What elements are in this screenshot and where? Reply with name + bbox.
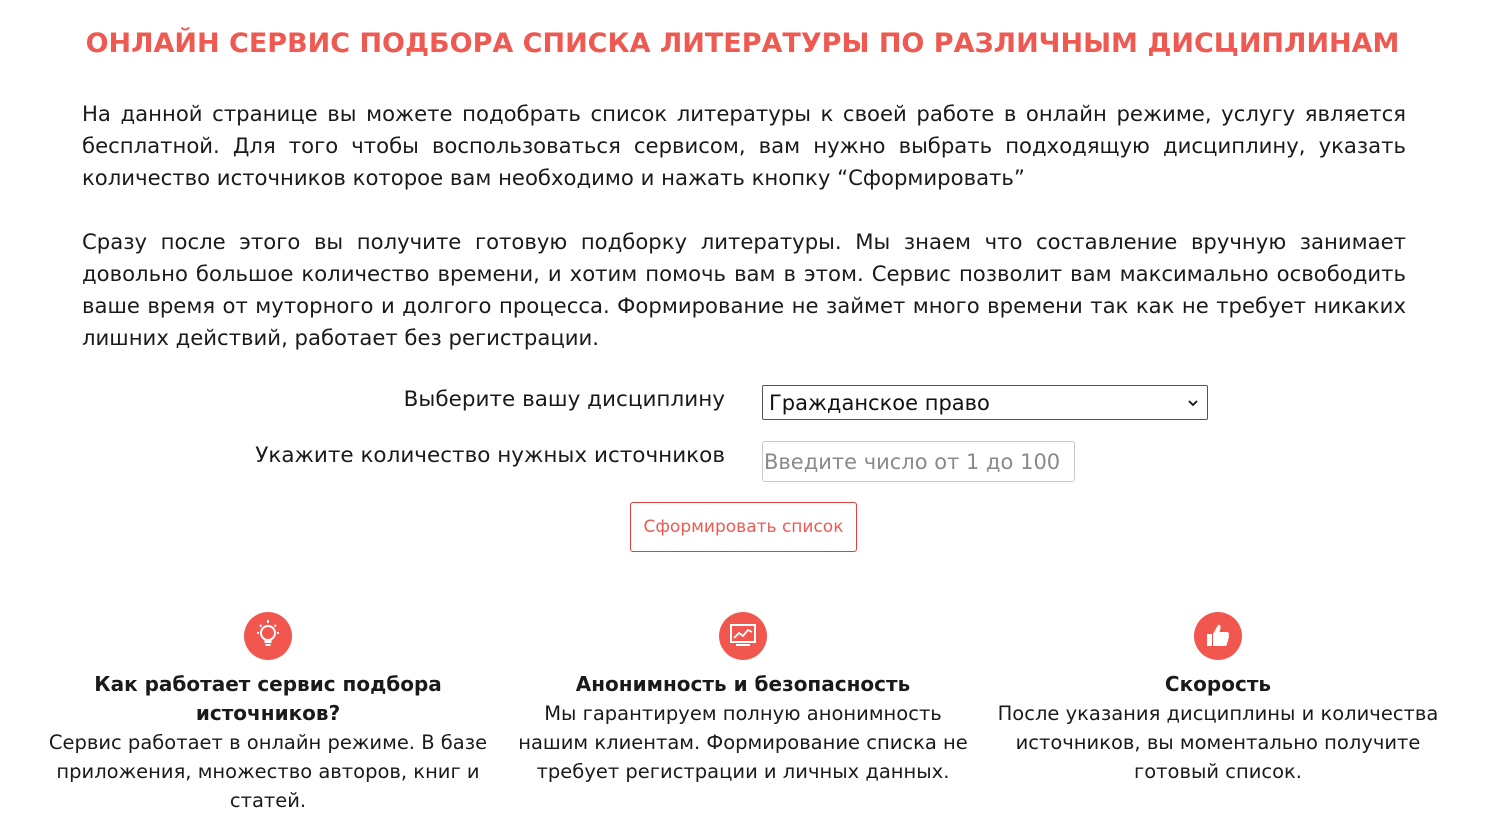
feature-speed bbox=[983, 612, 1453, 786]
discipline-select-value: Гражданское право bbox=[769, 391, 990, 415]
chevron-down-icon bbox=[1187, 397, 1199, 409]
discipline-select[interactable] bbox=[762, 385, 1208, 420]
feature-anonymity bbox=[508, 612, 978, 786]
generate-list-button[interactable]: Сформировать список bbox=[630, 502, 857, 552]
intro-paragraph-1: На данной странице вы можете подобрать список литературы к своей работе в онлайн режиме, услугу является бесплатной. Для того чтобы воспользоваться сервисом, вам нужно выбрать подходящую дисциплину, указать количество источников которое вам необходимо и нажать кнопку “Сформировать” bbox=[82, 101, 1406, 190]
feature-how-it-works bbox=[33, 612, 503, 815]
feature-title: Скорость bbox=[1164, 672, 1272, 696]
feature-title: Как работает сервис подбора источников? bbox=[94, 672, 442, 725]
source-count-input[interactable] bbox=[762, 441, 1075, 482]
thumbs-up-icon bbox=[1194, 612, 1242, 660]
feature-text: После указания дисциплины и количества источников, вы моментально получите готовый список. bbox=[997, 702, 1439, 783]
feature-text: Сервис работает в онлайн режиме. В базе приложения, множество авторов, книг и статей. bbox=[48, 731, 488, 812]
source-count-label: Укажите количество нужных источников bbox=[255, 443, 725, 468]
feature-text: Мы гарантируем полную анонимность нашим клиентам. Формирование списка не требует регистрации и личных данных. bbox=[518, 702, 968, 783]
lightbulb-icon bbox=[244, 612, 292, 660]
intro-paragraph-2: Сразу после этого вы получите готовую подборку литературы. Мы знаем что составление вручную занимает довольно большое количество времени, и хотим помочь вам в этом. Сервис позволит вам максимально освободить ваше время от муторного и долгого процесса. Формирование не займет много времени так как не требует никаких лишних действий, работает без регистрации. bbox=[82, 229, 1406, 350]
monitor-chart-icon bbox=[719, 612, 767, 660]
discipline-label: Выберите вашу дисциплину bbox=[403, 387, 725, 412]
page-title: ОНЛАЙН СЕРВИС ПОДБОРА СПИСКА ЛИТЕРАТУРЫ ПО РАЗЛИЧНЫМ ДИСЦИПЛИНАМ bbox=[85, 28, 1400, 59]
feature-title: Анонимность и безопасность bbox=[575, 672, 911, 696]
